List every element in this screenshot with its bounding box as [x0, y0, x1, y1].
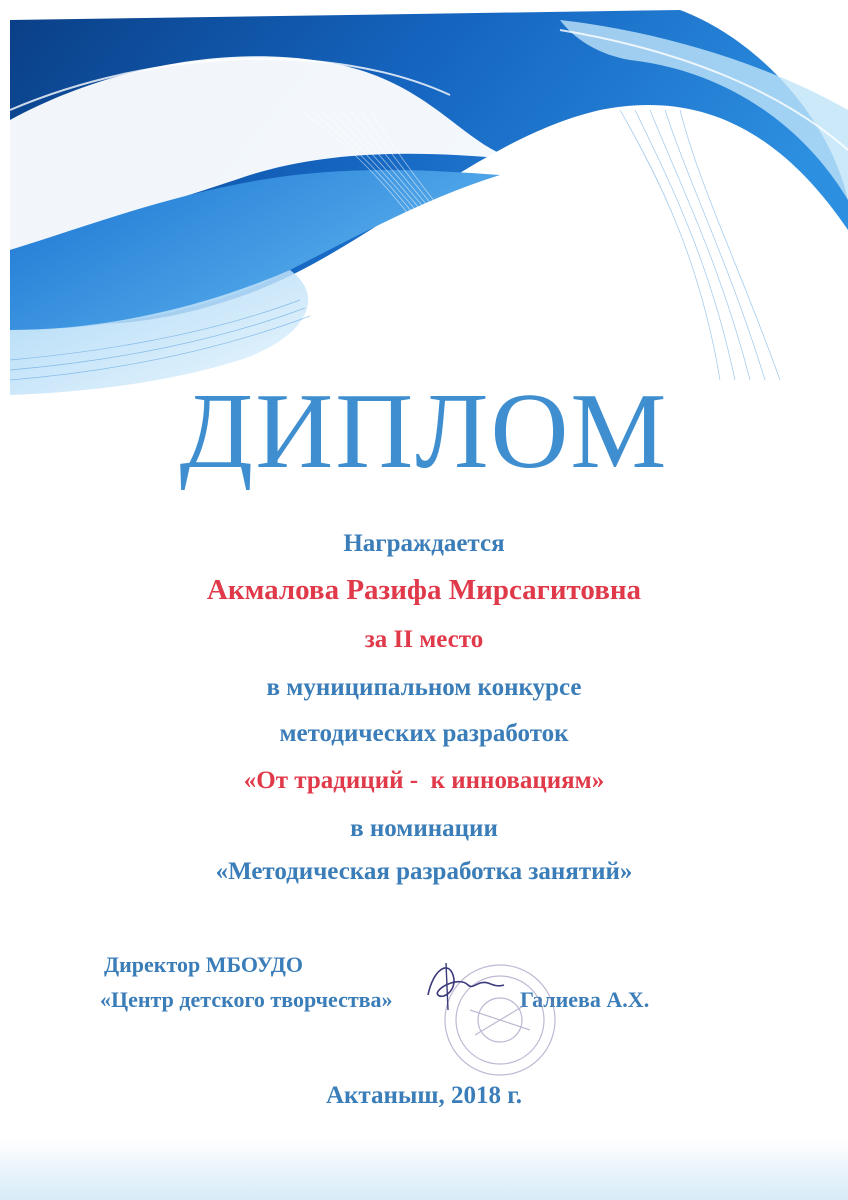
signatory-org: «Центр детского творчества»	[100, 987, 393, 1012]
nomination-label: в номинации	[350, 815, 498, 842]
nomination-name: «Методическая разработка занятий»	[215, 858, 633, 885]
contest-name: «От традиций - к инновациям»	[243, 767, 605, 794]
place-and-date: Актаныш, 2018 г.	[325, 1082, 523, 1109]
blue-wave-decoration	[0, 0, 848, 420]
contest-line-1: в муниципальном конкурсе	[266, 674, 582, 701]
place-text: за II место	[364, 626, 484, 653]
awarded-label: Награждается	[343, 530, 505, 557]
bottom-decor-band	[0, 1140, 848, 1200]
recipient-name: Акмалова Разифа Мирсагитовна	[206, 574, 642, 606]
diploma-title: ДИПЛОМ	[179, 372, 669, 491]
contest-line-2: методических разработок	[279, 720, 569, 747]
signatory-name: Галиева А.Х.	[520, 987, 650, 1012]
signatory-position: Директор МБОУДО	[104, 952, 303, 977]
signature-mark	[418, 955, 508, 1015]
